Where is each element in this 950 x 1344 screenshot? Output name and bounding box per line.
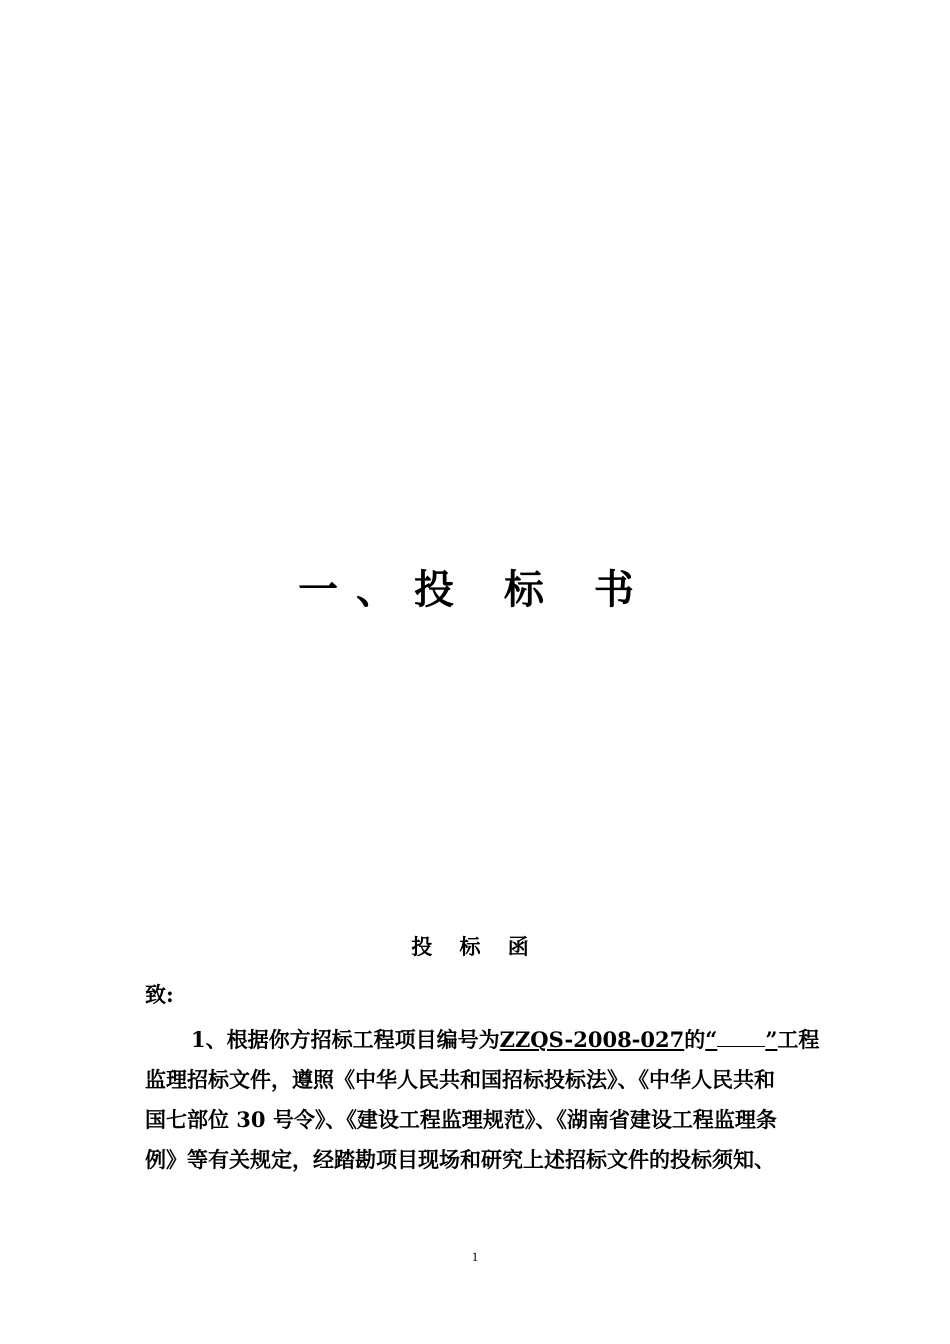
project-name-blank: [705, 1027, 777, 1052]
letter-title: 投 标 函: [411, 934, 539, 959]
line-1-de: 的: [684, 1027, 706, 1052]
blank-underline: [717, 1025, 765, 1047]
letter-body-paragraph: [145, 1020, 820, 1180]
page-number: 1: [471, 1249, 479, 1264]
section-title: 一、投 标 书: [298, 566, 652, 613]
paragraph-line-2: 监理招标文件，遵照《中华人民共和国招标投标法》、《中华人民共和: [145, 1067, 775, 1092]
line-1-prefix: 1、根据你方招标工程项目编号为: [191, 1027, 500, 1052]
quote-close: ”: [765, 1027, 778, 1052]
salutation: 致:: [145, 982, 174, 1007]
paragraph-line-4: 例》等有关规定，经踏勘项目现场和研究上述招标文件的投标须知、: [145, 1147, 775, 1172]
line-1-suffix: 工程: [777, 1027, 820, 1052]
project-code: ZZQS-2008-027: [499, 1027, 685, 1052]
paragraph-line-1: [145, 1020, 820, 1060]
paragraph-line-3: 国七部位 30 号令》、《建设工程监理规范》、《湖南省建设工程监理条: [145, 1107, 777, 1132]
quote-open: “: [705, 1027, 718, 1052]
